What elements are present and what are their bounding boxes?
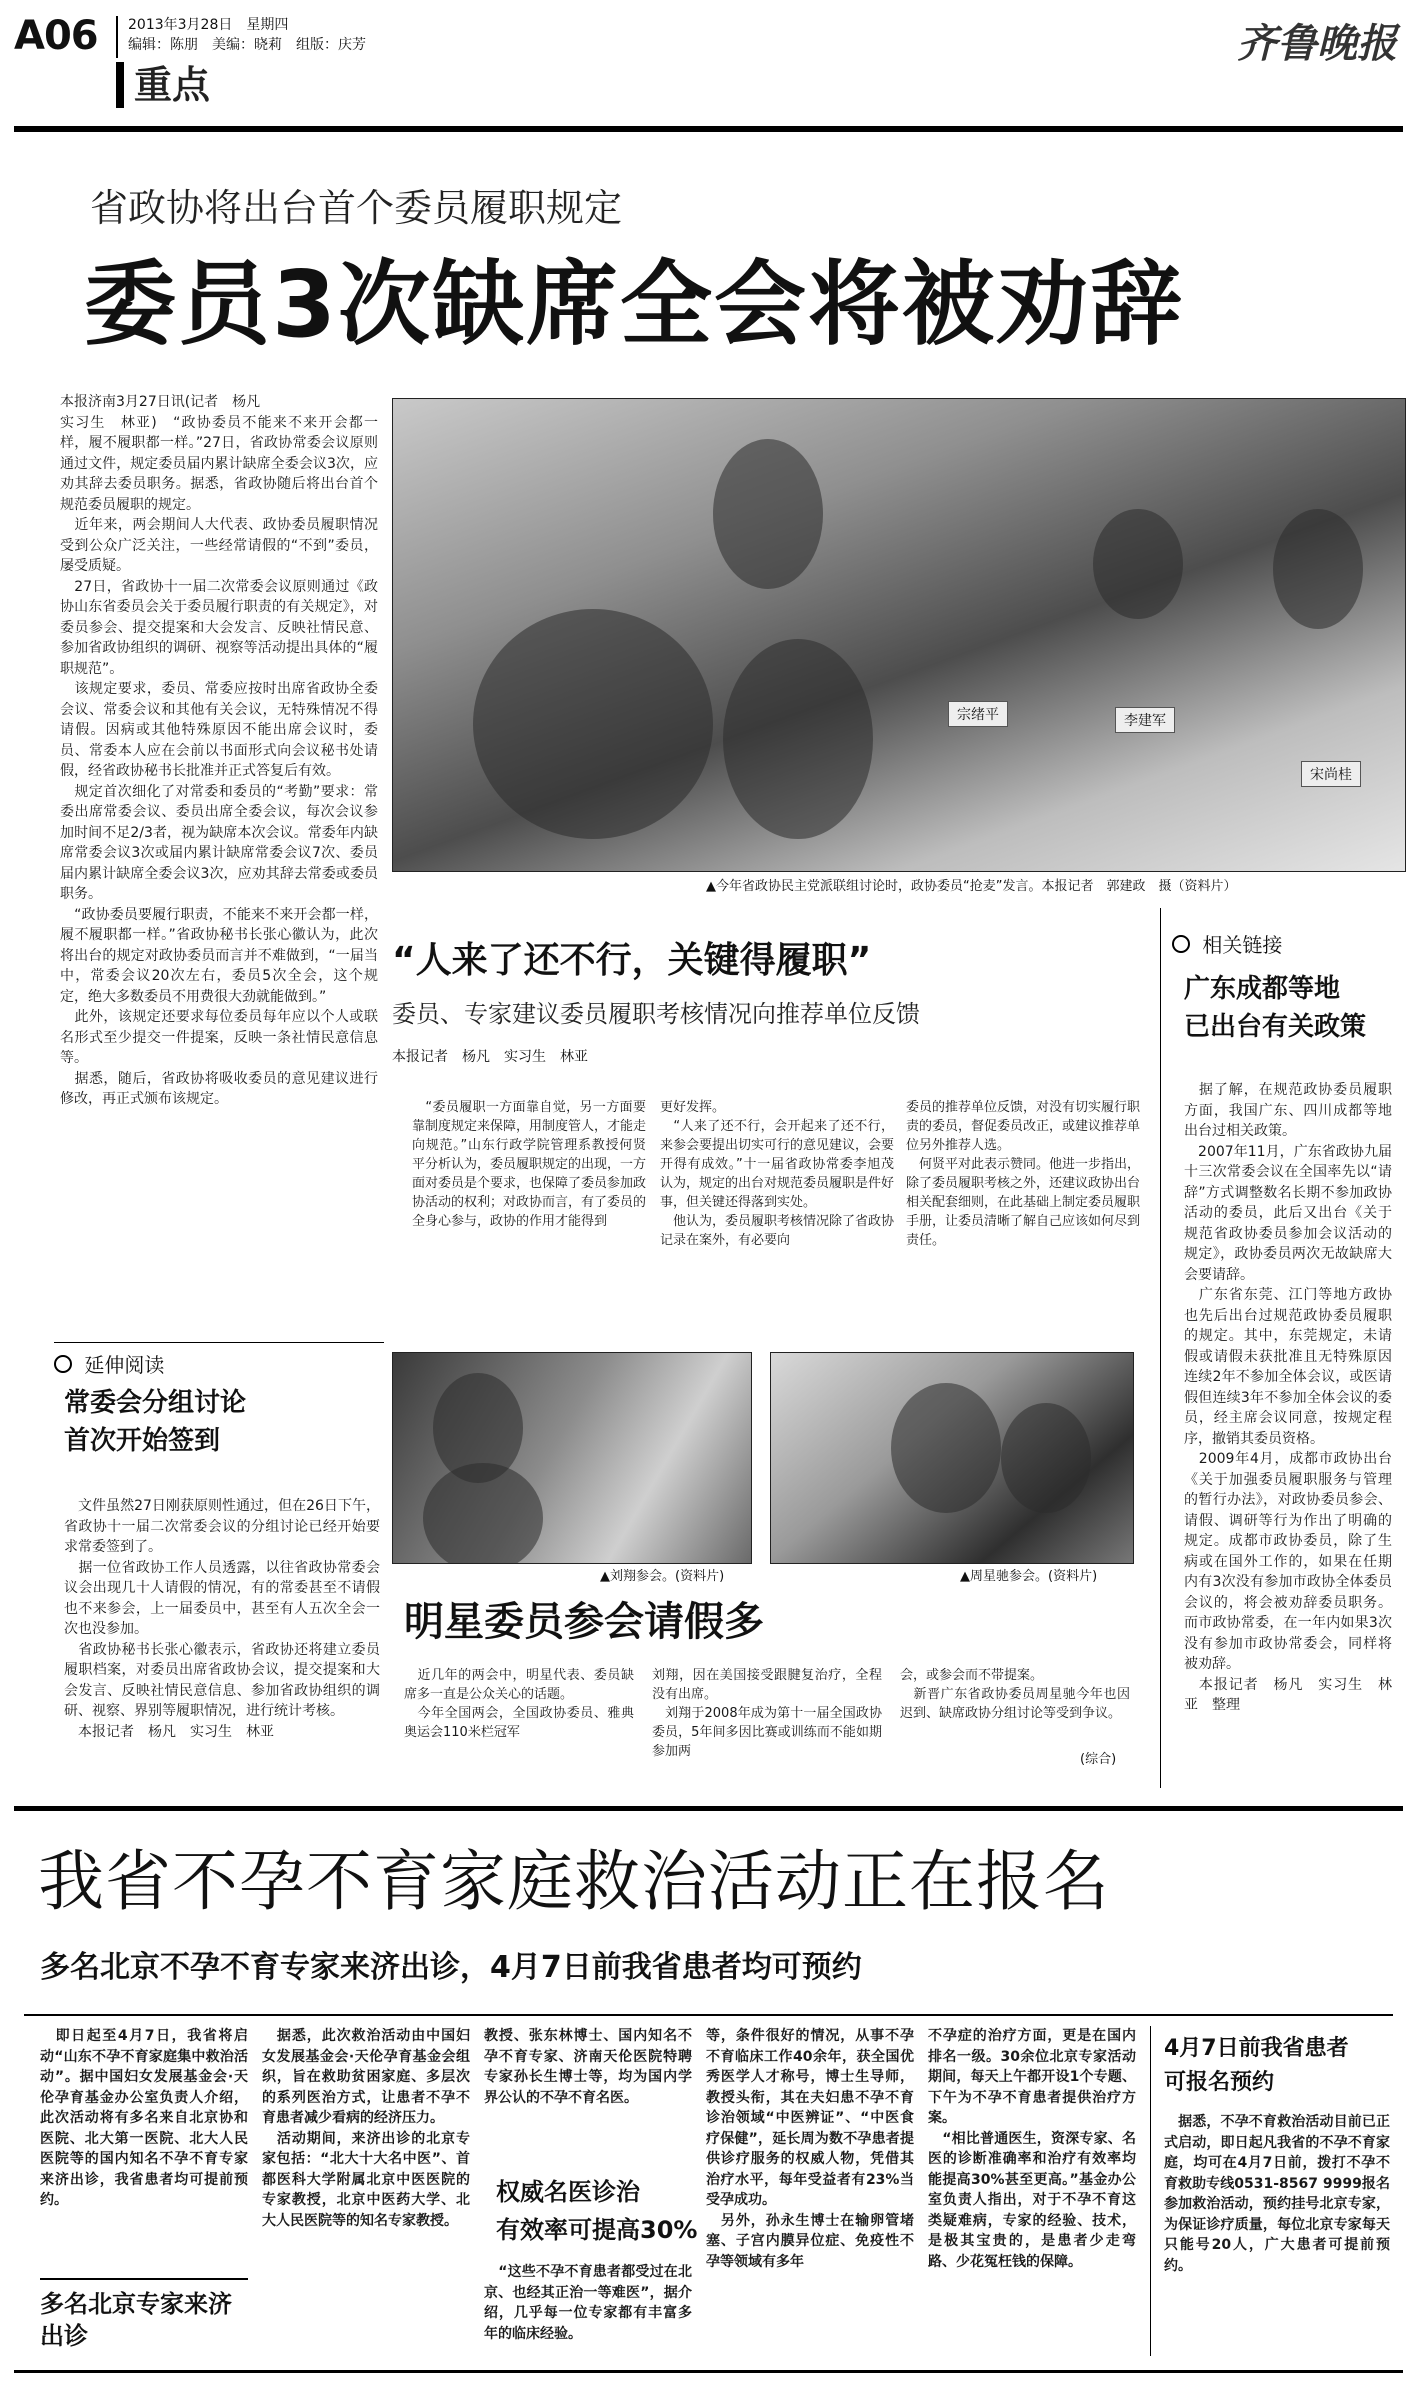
ad-column-3: 教授、张东林博士、国内知名不孕不育专家、济南天伦医院特聘专家孙长生博士等，均为国内学界公认的不孕不育名医。 xyxy=(484,2028,692,2106)
photo-figure xyxy=(473,609,713,839)
lead-kicker: 省政协将出台首个委员履职规定 xyxy=(90,186,623,230)
ad-side-body: 据悉，不孕不育救治活动目前已正式启动，即日起凡我省的不孕不育家庭，均可在4月7日前，拨打不孕不育救助专线0531-8567 9999报名参加救治活动，预约挂号北京专家，为保证诊疗质量，每位北京专家每天只能号20人，广大患者可提前预约。 xyxy=(1164,2114,1390,2274)
ad-column-2: 据悉，此次救治活动由中国妇女发展基金会·天伦孕育基金会组织，旨在救助贫困家庭、多层次的系列医治方式，让患者不孕不育患者减少看病的经济压力。 活动期间，来济出诊的北京专家包括：“北大十大名中医”、首都医科大学附属北京中医医院的专家教授，北京中医药大学、北大人民医院等的知名专家教授。 xyxy=(262,2028,470,2229)
extended-body: 文件虽然27日刚获原则性通过，但在26日下午，省政协十一届二次常委会议的分组讨论已经开始要求常委签到了。 据一位省政协工作人员透露，以往省政协常委会议会出现几十人请假的情况，有的常委甚至不请假也不来参会，上一届委员中，甚至有人五次全会一次也没参加。 省政协秘书长张心徽表示，省政协还将建立委员履职档案，对委员出席省政协会议，提交提案和大会发言、反映社情民意信息、参加省政协组织的调研、视察、界别等履职情况，进行统计考核。 本报记者 杨凡 实习生 林亚 xyxy=(64,1498,380,1740)
photo-zhou-xingchi xyxy=(770,1352,1134,1564)
ad-column-3-subhead-2: 有效率可提高30% xyxy=(496,2216,698,2244)
photo-figure xyxy=(1093,509,1183,619)
extended-tag-label: 延伸阅读 xyxy=(84,1353,165,1377)
ad-column-4: 等，条件很好的情况，从事不孕不育临床工作40余年，获全国优秀医学人才称号，博士生导师，教授头衔，其在夫妇患不孕不育诊治领域“中医辨证”、“中医食疗保健”，延长周为数不孕患者提供诊疗服务的权威人物，凭借其治疗水平，每年受益者有23%当受孕成功。 另外，孙永生博士在输卵管堵塞、子宫内膜异位症、免疫性不孕等领域有多年 xyxy=(706,2028,914,2270)
feature-column-1: “委员履职一方面靠自觉，另一方面要靠制度规定来保障，用制度管人，才能走向规范。”山东行政学院管理系教授何贤平分析认为，委员履职规定的出现，一方面对委员是个要求，也保障了委员参加政协活动的权利；对政协而言，有了委员的全身心参与，政协的作用才能得到 xyxy=(412,1100,646,1229)
ad-column-1-subhead: 多名北京专家来济 出诊 xyxy=(40,2290,232,2350)
feature-column-3: 委员的推荐单位反馈，对没有切实履行职责的委员，督促委员改正，或建议推荐单位另外推荐人选。 何贤平对此表示赞同。他进一步指出，除了委员履职考核之外，还建议政协出台相关配套细则，在此基础上制定委员履职手册，让委员清晰了解自己应该如何尽到责任。 xyxy=(906,1100,1140,1248)
ad-column-3-tail: “这些不孕不育患者都受过在北京、也经其正治一等难医”，据介绍，几乎每一位专家都有丰富多年的临床经验。 xyxy=(484,2264,692,2342)
ad-column-3-subhead-1: 权威名医诊治 xyxy=(496,2178,640,2206)
photo-figure xyxy=(723,639,873,839)
stars-source: (综合) xyxy=(1080,1752,1117,1767)
feature-subhead: 委员、专家建议委员履职考核情况向推荐单位反馈 xyxy=(392,1000,920,1028)
feature-byline: 本报记者 杨凡 实习生 林亚 xyxy=(392,1049,588,1065)
stars-column-3: 会，或参会而不带提案。 新晋广东省政协委员周星驰今年也因迟到、缺席政协分组讨论等受到争议。 xyxy=(900,1668,1130,1721)
stars-headline: 明星委员参会请假多 xyxy=(404,1599,764,1645)
lead-body: 本报济南3月27日讯(记者 杨凡 实习生 林亚) “政协委员不能来不来开会都一样，履不履职都一样。”27日，省政协常委会议原则通过文件，规定委员届内累计缺席全委会议3次，应劝其辞去委员职务。据悉，省政协随后将出台首个规范委员履职的规定。 近年来，两会期间人大代表、政协委员履职情况受到公众广泛关注，一些经常请假的“不到”委员，屡受质疑。 27日，省政协十一届二次常委会议原则通过《政协山东省委员会关于委员履行职责的有关规定》，对委员参会、提交提案和大会发言、反映社情民意、参加省政协组织的调研、视察等活动提出具体的“履职规范”。 该规定要求，委员、常委应按时出席省政协全委会议、常委会议和其他有关会议，无特殊情况不得请假。因病或其他特殊原因不能出席会议时，委员、常委本人应在会前以书面形式向会议秘书处请假，经省政协秘书长批准并正式答复后有效。 规定首次细化了对常委和委员的“考勤”要求：常委出席常委会议、委员出席全委会议，每次会议参加时间不足2/3者，视为缺席本次会议。常委年内缺席常委会议3次或届内累计缺席常委会议7次、委员届内累计缺席全委会议3次，应劝其辞去常委或委员职务。 “政协委员要履行职责，不能来不来开会都一样，履不履职都一样。”省政协秘书长张心徽认为，此次将出台的规定对政协委员而言并不难做到，“一届当中，常委会议20次左右，委员5次全会，这个规定，绝大多数委员不用费很大劲就能做到。” 此外，该规定还要求每位委员每年应以个人或联名形式至少提交一件提案，反映一条社情民意信息等。 据悉，随后，省政协将吸收委员的意见建议进行修改，再正式颁布该规定。 xyxy=(60,394,378,1107)
lead-headline: 委员3次缺席全会将被劝辞 xyxy=(84,251,1185,358)
zhou-xingchi-caption: ▲周星驰参会。(资料片) xyxy=(960,1569,1098,1584)
date-line: 2013年3月28日 星期四 xyxy=(128,17,289,33)
masthead-rule xyxy=(14,126,1403,132)
extended-divider xyxy=(54,1342,384,1343)
photo-figure xyxy=(713,439,823,589)
related-tag-label: 相关链接 xyxy=(1202,933,1283,957)
staff-line: 编辑：陈朋 美编：晓莉 组版：庆芳 xyxy=(128,37,366,53)
extended-tag xyxy=(54,1352,164,1378)
nameplate: 宗绪平 xyxy=(948,701,1008,727)
ad-column-1: 即日起至4月7日，我省将启动“山东不孕不育家庭集中救治活动”。据中国妇女发展基金会·天伦孕育基金办公室负责人介绍，此次活动将有多名来自北京协和医院、北大第一医院、北大人民医院等的国内知名不孕不育专家来济出诊，我省患者均可提前预约。 xyxy=(40,2028,248,2208)
stars-column-2: 刘翔，因在美国接受跟腱复治疗，全程没有出席。 刘翔于2008年成为第十一届全国政协委员，5年间多因比赛或训练而不能如期参加两 xyxy=(652,1668,882,1759)
related-headline: 广东成都等地 已出台有关政策 xyxy=(1184,974,1367,1042)
photo-figure xyxy=(891,1383,1001,1513)
photo-figure xyxy=(1001,1403,1091,1513)
feature-column-2: 更好发挥。 “人来了还不行，会开起来了还不行，来参会要提出切实可行的意见建议，会要开得有成效。”十一届省政协常委李旭茂认为，规定的出台对规范委员履职是件好事，但关键还得落到实处。 他认为，委员履职考核情况除了省政协记录在案外，有必要向 xyxy=(660,1100,894,1248)
feature-headline: “人来了还不行，关键得履职” xyxy=(392,940,872,981)
section-label xyxy=(116,62,210,108)
photo-figure xyxy=(423,1463,543,1564)
main-photo xyxy=(392,398,1406,872)
ad-top-rule xyxy=(14,1806,1403,1811)
ad-side-divider xyxy=(1150,2026,1151,2356)
related-sidebar-divider xyxy=(1160,908,1161,1788)
photo-figure xyxy=(1273,509,1363,629)
ad-col1-rule xyxy=(40,2278,248,2280)
page-number: A06 xyxy=(14,13,98,59)
related-tag xyxy=(1172,932,1282,958)
nameplate: 宋尚桂 xyxy=(1301,761,1361,787)
related-body: 据了解，在规范政协委员履职方面，我国广东、四川成都等地出台过相关政策。 2007年11月，广东省政协九届十三次常委会议在全国率先以“请辞”方式调整数名长期不参加政协活动的委员，此后又出台《关于规范省政协委员参加会议活动的规定》，政协委员两次无故缺席大会要请辞。 广东省东莞、江门等地方政协也先后出台过规范政协委员履职的规定。其中，东莞规定，未请假或请假未获批准且无特殊原因连续2年不参加全体会议，或医请假但连续3年不参加全体会议的委员，经主席会议同意，按规定程序，撤销其委员资格。 2009年4月，成都市政协出台《关于加强委员履职服务与管理的暂行办法》，对政协委员参会、请假、调研等行为作出了明确的规定。成都市政协委员，除了生病或在国外工作的，如果在任期内有3次没有参加市政协全体委员会议的，将会被劝辞委员职务。而市政协常委，在一年内如果3次没有参加市政协常委会，同样将被劝辞。 本报记者 杨凡 实习生 林亚 整理 xyxy=(1184,1082,1392,1713)
ad-column-5: 不孕症的治疗方面，更是在国内排名一级。30余位北京专家活动期间，每天上午都开设1个专题、下午为不孕不育患者提供治疗方案。 “相比普通医生，资深专家、名医的诊断准确率和治疗有效率均能提高30%甚至更高。”基金办公室负责人指出，对于不孕不育这类疑难病，专家的经验、技术，是极其宝贵的，是患者少走弯路、少花冤枉钱的保障。 xyxy=(928,2028,1136,2270)
section-title: 重点 xyxy=(134,63,211,107)
extended-headline: 常委会分组讨论 首次开始签到 xyxy=(64,1388,247,1456)
nameplate: 李建军 xyxy=(1115,707,1175,733)
liu-xiang-caption: ▲刘翔参会。(资料片) xyxy=(600,1569,725,1584)
newspaper-logo: 齐鲁晚报 xyxy=(1237,20,1397,67)
stars-column-1: 近几年的两会中，明星代表、委员缺席多一直是公众关心的话题。 今年全国两会，全国政协委员、雅典奥运会110米栏冠军 xyxy=(404,1668,634,1740)
page-bottom-rule xyxy=(14,2370,1403,2373)
ad-headline: 我省不孕不育家庭救治活动正在报名 xyxy=(38,1843,1110,1920)
ad-inner-rule xyxy=(24,2014,1393,2016)
masthead-divider-vertical xyxy=(116,16,118,58)
ad-subhead: 多名北京不孕不育专家来济出诊，4月7日前我省患者均可预约 xyxy=(40,1950,862,1985)
main-photo-caption: ▲今年省政协民主党派联组讨论时，政协委员“抢麦”发言。本报记者 郭建政 摄（资料片） xyxy=(706,879,1237,894)
ad-side-headline: 4月7日前我省患者 可报名预约 xyxy=(1164,2036,1349,2095)
photo-liu-xiang xyxy=(392,1352,752,1564)
